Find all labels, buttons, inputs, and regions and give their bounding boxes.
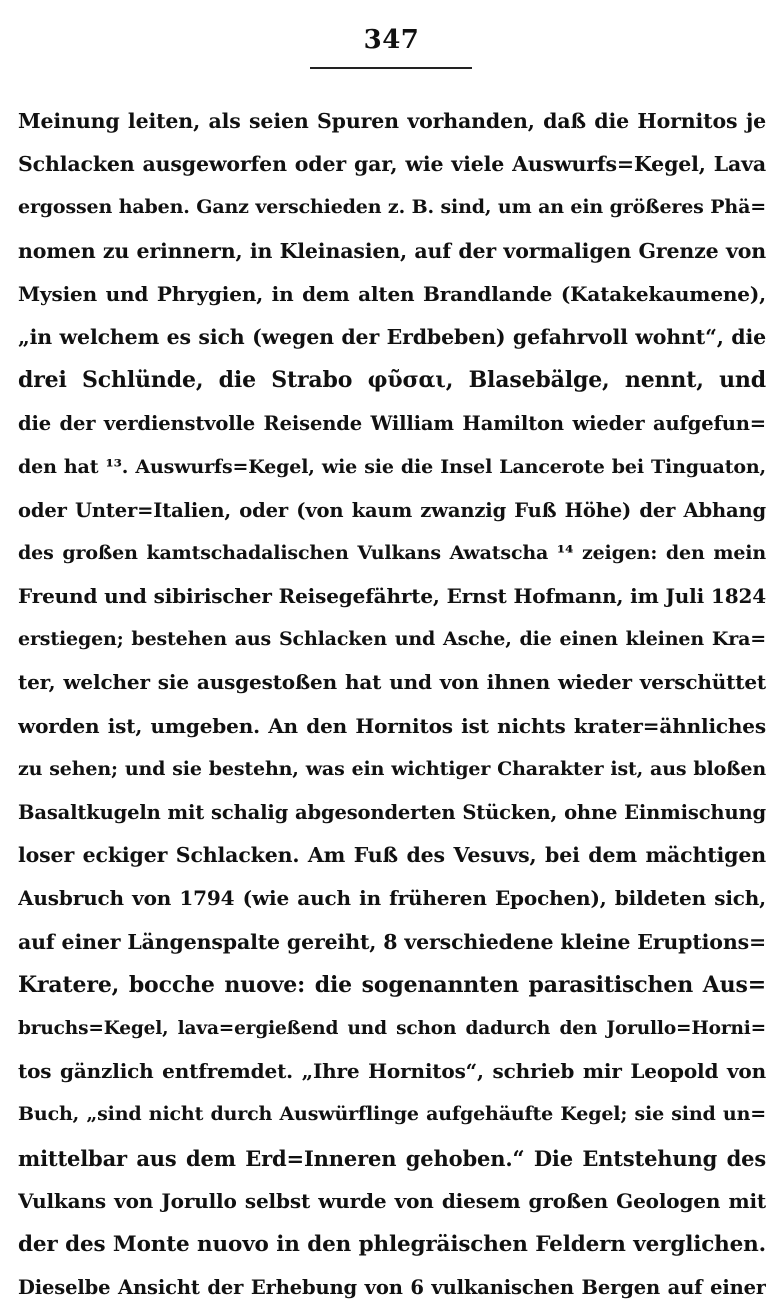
text-line: Mysien und Phrygien, in dem alten Brandlande (Katakekaumene), <box>18 281 766 306</box>
text-line: ter, welcher sie ausgestoßen hat und von ihnen wieder verschüttet <box>18 670 766 695</box>
text-line: Buch, „sind nicht durch Auswürflinge aufgehäufte Kegel; sie sind un= <box>18 1103 766 1126</box>
text-line: bruchs=Kegel, lava=ergießend und schon dadurch den Jorullo=Horni= <box>18 1017 766 1039</box>
text-line: die der verdienstvolle Reisende William Hamilton wieder aufgefun= <box>18 412 766 436</box>
text-line: worden ist, umgeben. An den Hornitos ist nichts krater=ähnliches <box>18 713 766 738</box>
text-line: Meinung leiten, als seien Spuren vorhanden, daß die Hornitos je <box>18 109 766 133</box>
text-line: drei Schlünde, die Strabo φῦσαι, Blasebälge, nennt, und <box>18 367 766 394</box>
text-line: erstiegen; bestehen aus Schlacken und Asche, die einen kleinen Kra= <box>18 628 766 651</box>
text-line: den hat ¹³. Auswurfs=Kegel, wie sie die Insel Lancerote bei Tinguaton, <box>18 455 766 478</box>
text-line: Freund und sibirischer Reisegefährte, Ernst Hofmann, im Juli 1824 <box>18 584 766 609</box>
text-line: Dieselbe Ansicht der Erhebung von 6 vulkanischen Bergen auf einer <box>18 1276 766 1300</box>
header-rule <box>310 67 472 69</box>
text-line: loser eckiger Schlacken. Am Fuß des Vesuvs, bei dem mächtigen <box>18 843 766 868</box>
text-line: Schlacken ausgeworfen oder gar, wie viele Auswurfs=Kegel, Lava <box>18 152 766 177</box>
text-line: ergossen haben. Ganz verschieden z. B. sind, um an ein größeres Phä= <box>18 196 766 219</box>
text-line: oder Unter=Italien, oder (von kaum zwanzig Fuß Höhe) der Abhang <box>18 498 766 522</box>
text-line: Basaltkugeln mit schalig abgesonderten Stücken, ohne Einmischung <box>18 801 766 824</box>
text-line: „in welchem es sich (wegen der Erdbeben) gefahrvoll wohnt“, die <box>18 324 766 349</box>
text-line: zu sehen; und sie bestehn, was ein wichtiger Charakter ist, aus bloßen <box>18 757 766 780</box>
text-line: Ausbruch von 1794 (wie auch in früheren Epochen), bildeten sich, <box>18 886 766 911</box>
text-line: Kratere, bocche nuove: die sogenannten parasitischen Aus= <box>18 971 766 998</box>
text-line: des großen kamtschadalischen Vulkans Awatscha ¹⁴ zeigen: den mein <box>18 541 766 564</box>
text-line: der des Monte nuovo in den phlegräischen Feldern verglichen. <box>18 1231 766 1257</box>
page-number: 347 <box>363 25 420 55</box>
text-line: auf einer Längenspalte gereiht, 8 verschiedene kleine Eruptions= <box>18 929 766 954</box>
text-line: Vulkans von Jorullo selbst wurde von diesem großen Geologen mit <box>18 1188 766 1213</box>
body-text <box>18 100 766 1309</box>
text-line: mittelbar aus dem Erd=Inneren gehoben.“ Die Entstehung des <box>18 1145 766 1171</box>
text-line: tos gänzlich entfremdet. „Ihre Hornitos“, schrieb mir Leopold von <box>18 1059 766 1084</box>
text-line: nomen zu erinnern, in Kleinasien, auf der vormaligen Grenze von <box>18 238 766 263</box>
